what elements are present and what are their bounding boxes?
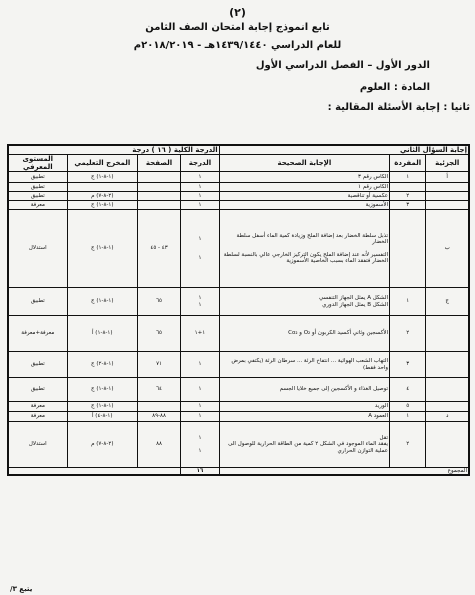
grade-cell: ١ ١ — [181, 210, 220, 288]
item-cell: ١ — [390, 172, 426, 183]
item-cell: ١ — [390, 412, 426, 422]
page-cell: ٤٣ - ٤٥ — [137, 210, 180, 288]
page-cell — [137, 192, 180, 201]
page-cell: ٦٥ — [137, 288, 180, 316]
item-cell: ٣ — [390, 201, 426, 210]
item-cell: ٣ — [390, 352, 426, 378]
page-cell — [137, 201, 180, 210]
col-header-answer: الإجابة الصحيحة — [219, 155, 389, 172]
grade-cell: ١ — [181, 378, 220, 402]
part-cell — [426, 201, 469, 210]
part-cell — [426, 316, 469, 352]
item-cell: ٥ — [390, 402, 426, 412]
level-cell: تطبيق — [8, 352, 67, 378]
item-cell — [390, 210, 426, 288]
question-title: إجابة السؤال الثاني — [219, 145, 469, 155]
grade-cell: ١ — [181, 352, 220, 378]
part-cell — [426, 192, 469, 201]
exam-title: تابع انموذج إجابة امتحان الصف الثامن — [145, 22, 330, 33]
level-cell: تطبيق — [8, 183, 67, 192]
col-header-outcome: المخرج التعليمي — [67, 155, 137, 172]
page-cell — [137, 183, 180, 192]
subject-line: المادة : العلوم — [359, 82, 430, 93]
level-cell: تطبيق — [8, 378, 67, 402]
table-row — [8, 210, 469, 288]
col-header-page: الصفحة — [137, 155, 180, 172]
outcome-cell: (٢-٨-٧) م — [67, 192, 137, 201]
table-row — [8, 288, 469, 316]
answer-key-table — [7, 144, 470, 476]
col-header-level: المستوى المعرفي — [8, 155, 67, 172]
part-cell: أ — [426, 172, 469, 183]
grade-cell: ١ — [181, 192, 220, 201]
item-cell: ٤ — [390, 378, 426, 402]
table-row — [8, 422, 469, 468]
page-cell: ٨٨ — [137, 422, 180, 468]
answer-cell: العمود A — [219, 412, 389, 422]
answer-cell: توصيل الغذاء و الأكسجين إلى جميع خلايا الجسم — [219, 378, 389, 402]
col-header-grade: الدرجة — [181, 155, 220, 172]
answer-cell: الكاس رقم ١ — [219, 183, 389, 192]
part-cell — [426, 352, 469, 378]
table-row — [8, 316, 469, 352]
grade-cell: ١ ١ — [181, 288, 220, 316]
outcome-cell: (١-٨-١) ج — [67, 172, 137, 183]
page-cell: ٧١ — [137, 352, 180, 378]
level-cell: تطبيق — [8, 172, 67, 183]
level-cell: استدلال — [8, 422, 67, 468]
page-cell — [137, 172, 180, 183]
col-header-item: المفردة — [390, 155, 426, 172]
level-cell: معرفة — [8, 412, 67, 422]
total-row-label: المجموع — [219, 468, 469, 476]
section-heading: ثانيا : إجابة الأسئلة المقالية : — [327, 102, 470, 113]
term-line: الدور الأول – الفصل الدراسي الأول — [255, 60, 430, 71]
title-row — [8, 145, 469, 155]
grade-cell: ١ — [181, 183, 220, 192]
answer-cell: الأسموزية — [219, 201, 389, 210]
answer-cell: الأكسجين وثاني أكسيد الكربون أو O₂ و Co₂ — [219, 316, 389, 352]
page-cell — [137, 402, 180, 412]
answer-cell: الشكل A يمثل الجهاز التنفسي الشكل B يمثل الجهاز الدوري — [219, 288, 389, 316]
outcome-cell: (١-٨-١) ج — [67, 210, 137, 288]
part-cell: ج — [426, 288, 469, 316]
item-cell: ١ — [390, 288, 426, 316]
outcome-cell: (١-٨-١) أ — [67, 316, 137, 352]
level-cell: تطبيق — [8, 288, 67, 316]
item-cell: ٢ — [390, 422, 426, 468]
table-row — [8, 378, 469, 402]
total-row — [8, 468, 469, 476]
table-row — [8, 172, 469, 183]
item-cell: ٢ — [390, 316, 426, 352]
answer-cell: الوريد — [219, 402, 389, 412]
grade-cell: ١+١ — [181, 316, 220, 352]
continued-note: يتبع ٣/ — [10, 585, 33, 593]
header-row — [8, 155, 469, 172]
outcome-cell: (١-٨-١) ج — [67, 402, 137, 412]
page-cell: ٦٥ — [137, 316, 180, 352]
table-row — [8, 201, 469, 210]
answer-cell: تذبل سلطة الخضار بعد إضافة الملح وزيادة كمية الماء أسفل سلطة الخضار التفسير لأنه عند إضافة الملح يكون التركيز الخارجي عالي بالنسبة لسلطة الخضار فتفقد الماء بسبب الخاصية الأسموزية — [219, 210, 389, 288]
answer-cell: عكسية أو تناقصية — [219, 192, 389, 201]
table-row — [8, 412, 469, 422]
outcome-cell — [67, 183, 137, 192]
outcome-cell: (٢-٨-٧) م — [67, 422, 137, 468]
table-row — [8, 192, 469, 201]
level-cell: معرفة — [8, 402, 67, 412]
outcome-cell: (١-٨-١) ج — [67, 288, 137, 316]
level-cell: تطبيق — [8, 192, 67, 201]
answer-cell: التهاب الشعب الهوائية ... انتفاخ الرئة ... سرطان الرئة (يكتفي بمرض واحد فقط) — [219, 352, 389, 378]
academic-year: للعام الدراسي ١٤٣٩/١٤٤٠هـ - ٢٠١٨/٢٠١٩م — [133, 40, 342, 51]
level-cell: معرفة+معرفة — [8, 316, 67, 352]
grade-cell: ١ — [181, 172, 220, 183]
item-cell — [390, 183, 426, 192]
part-cell — [426, 402, 469, 412]
answer-cell: الكاس رقم ٣ — [219, 172, 389, 183]
total-row-empty — [8, 468, 181, 476]
answer-cell: تقل يفقد الماء الموجود في الشكل ٢ كمية من الطاقة الحرارية للوصول الى عملية التوازن الحراري — [219, 422, 389, 468]
table-row — [8, 183, 469, 192]
page-number: (٢) — [229, 6, 246, 19]
table-row — [8, 352, 469, 378]
grade-cell: ١ — [181, 201, 220, 210]
outcome-cell: (١-٨-٢) ج — [67, 352, 137, 378]
page-cell: ٨٨-٨٩ — [137, 412, 180, 422]
col-header-part: الجزئية — [426, 155, 469, 172]
part-cell — [426, 183, 469, 192]
level-cell: معرفة — [8, 201, 67, 210]
total-row-value: ١٦ — [181, 468, 220, 476]
grade-cell: ١ — [181, 402, 220, 412]
part-cell: ب — [426, 210, 469, 288]
part-cell — [426, 378, 469, 402]
outcome-cell: (١-٨-٤) أ — [67, 412, 137, 422]
outcome-cell: (١-٨-١) ج — [67, 378, 137, 402]
page-cell: ٦٤ — [137, 378, 180, 402]
grade-cell: ١ ١ — [181, 422, 220, 468]
total-marks-label: الدرجة الكلية ( ١٦ ) درجة — [8, 145, 219, 155]
level-cell: استدلال — [8, 210, 67, 288]
part-cell: د — [426, 412, 469, 422]
grade-cell: ١ — [181, 412, 220, 422]
part-cell — [426, 422, 469, 468]
item-cell: ٢ — [390, 192, 426, 201]
outcome-cell: (١-٨-١) ج — [67, 201, 137, 210]
table-row — [8, 402, 469, 412]
